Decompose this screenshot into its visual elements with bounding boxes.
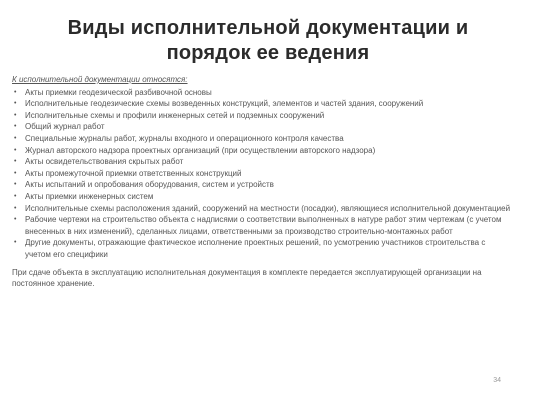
- title-line-1: Виды исполнительной документации и: [67, 17, 469, 39]
- slide-title: [0, 16, 536, 66]
- list-item: [12, 214, 512, 237]
- list-item-text: Акты приемки геодезической разбивочной основы: [25, 87, 212, 97]
- list-item: [12, 179, 512, 191]
- list-item: [12, 237, 512, 260]
- bullet-icon: •: [14, 169, 17, 177]
- document-list: [12, 87, 512, 261]
- list-item: [12, 133, 512, 145]
- bullet-icon: •: [14, 111, 17, 119]
- list-item: [12, 168, 512, 180]
- bullet-icon: •: [14, 192, 17, 200]
- list-item-text: Исполнительные схемы и профили инженерных сетей и подземных сооружений: [25, 110, 325, 120]
- list-item-text: Общий журнал работ: [25, 122, 105, 132]
- bullet-icon: •: [14, 88, 17, 96]
- bullet-icon: •: [14, 239, 17, 247]
- footer-note: При сдаче объекта в эксплуатацию исполнительная документация в комплекте передается эксплуатирующей организации на постоянное хранение.: [12, 267, 482, 289]
- list-item: [12, 145, 512, 157]
- list-item: [12, 121, 512, 133]
- list-item: [12, 203, 512, 215]
- list-item-text: Акты приемки инженерных систем: [25, 191, 154, 201]
- list-item-text: Специальные журналы работ, журналы входного и операционного контроля качества: [25, 133, 344, 143]
- intro-text: К исполнительной документации относятся:: [12, 75, 188, 84]
- list-item-text: Журнал авторского надзора проектных организаций (при осуществлении авторского надзора): [25, 145, 376, 155]
- bullet-icon: •: [14, 146, 17, 154]
- list-item-text: Рабочие чертежи на строительство объекта с надписями о соответствии выполненных в натуре работ этим чертежам (с учетом внесенных в них изменений), сделанных лицами, ответственными за производство строительно-монтажных работ: [25, 215, 502, 236]
- bullet-icon: •: [14, 123, 17, 131]
- list-item-text: Акты освидетельствования скрытых работ: [25, 157, 184, 167]
- list-item: [12, 87, 512, 99]
- list-item-text: Исполнительные геодезические схемы возведенных конструкций, элементов и частей здания, сооружений: [25, 99, 424, 109]
- bullet-icon: •: [14, 216, 17, 224]
- bullet-icon: •: [14, 181, 17, 189]
- page-number: 34: [493, 377, 501, 384]
- list-item-text: Акты промежуточной приемки ответственных конструкций: [25, 168, 242, 178]
- list-item-text: Другие документы, отражающие фактическое исполнение проектных решений, по усмотрению участников строительства с учетом его специфики: [25, 238, 486, 259]
- bullet-icon: •: [14, 100, 17, 108]
- list-item: [12, 191, 512, 203]
- bullet-icon: •: [14, 158, 17, 166]
- bullet-icon: •: [14, 204, 17, 212]
- list-item-text: Акты испытаний и опробования оборудования, систем и устройств: [25, 180, 274, 190]
- list-item: [12, 156, 512, 168]
- list-item-text: Исполнительные схемы расположения зданий, сооружений на местности (посадки), являющиеся исполнительной документацией: [25, 203, 511, 213]
- slide-content: [12, 74, 512, 290]
- list-item: [12, 98, 512, 110]
- bullet-icon: •: [14, 134, 17, 142]
- list-item: [12, 110, 512, 122]
- title-line-2: порядок ее ведения: [166, 42, 370, 64]
